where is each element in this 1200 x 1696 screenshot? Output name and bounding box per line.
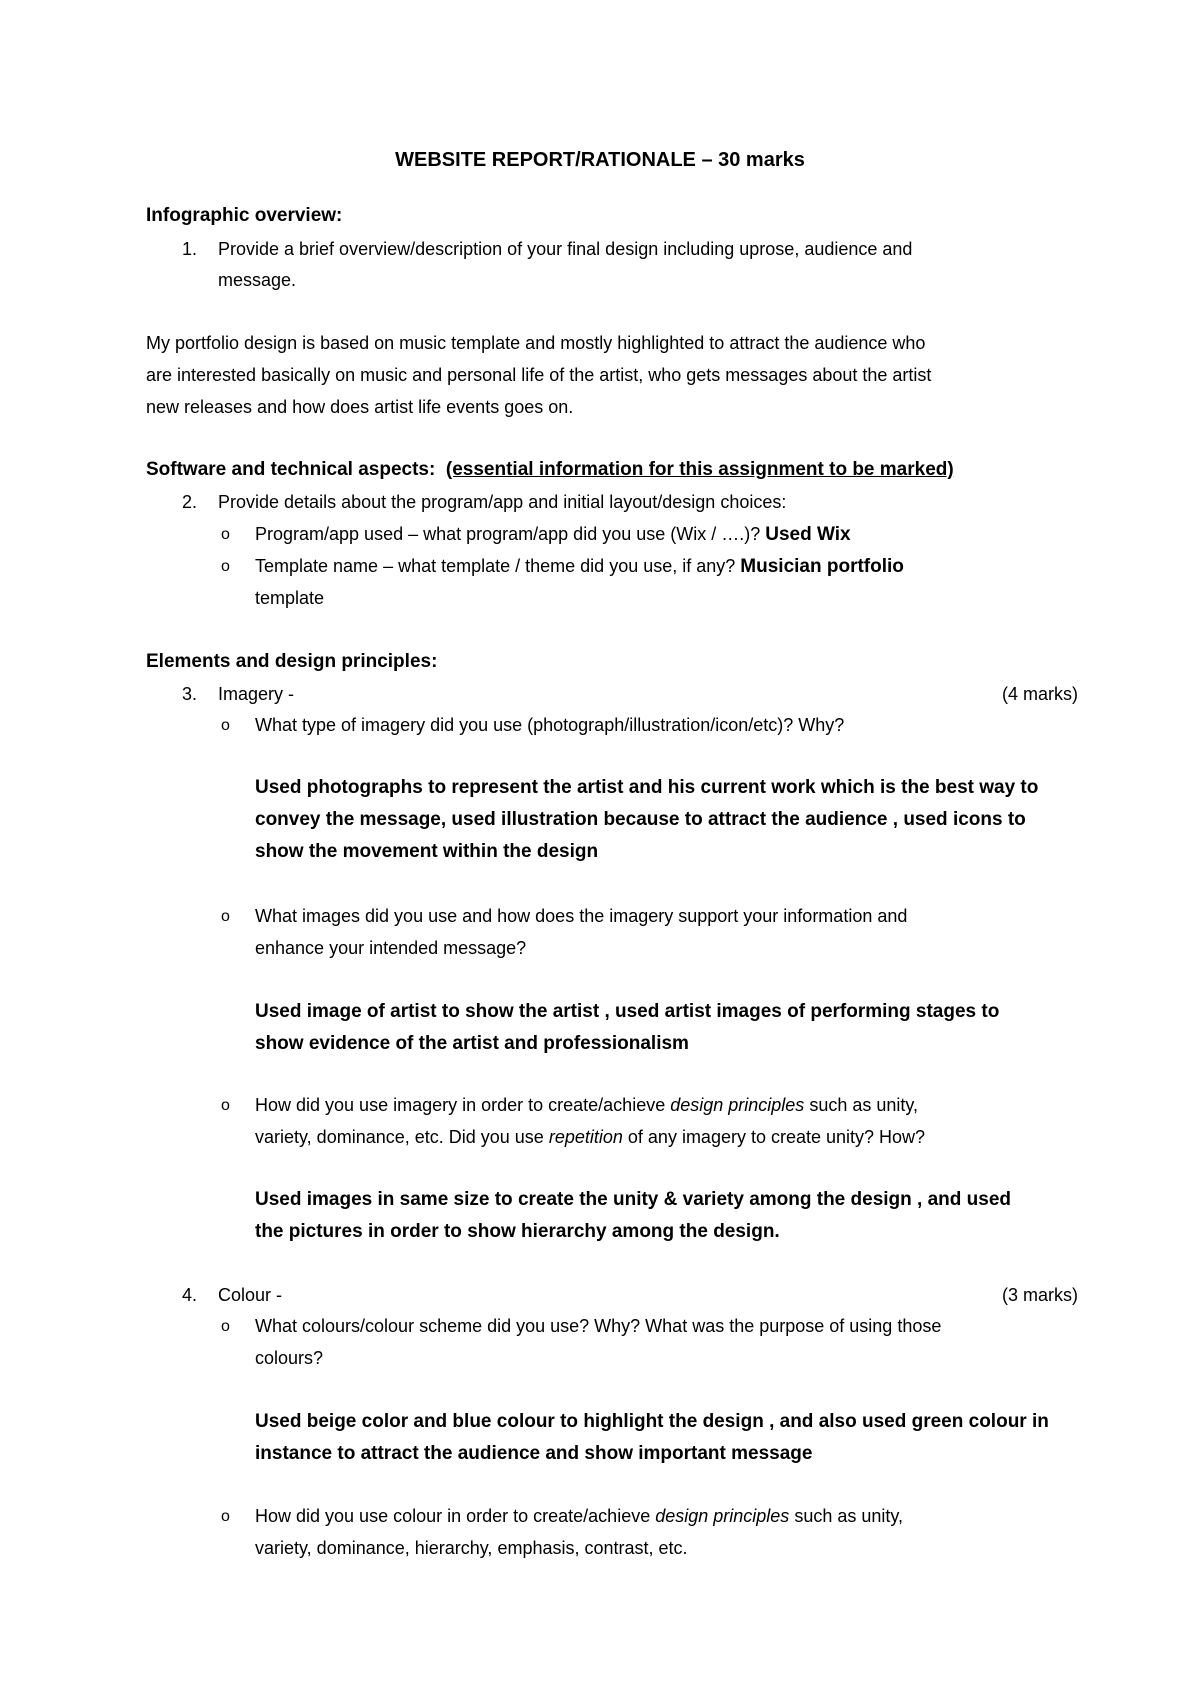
page-title: WEBSITE REPORT/RATIONALE – 30 marks <box>395 149 805 171</box>
q3-label: Imagery - <box>218 684 295 704</box>
q1-answer-line1: My portfolio design is based on music template and mostly highlighted to attract the audience who <box>146 333 926 353</box>
q4a-answer-line2: instance to attract the audience and show important message <box>255 1443 813 1464</box>
template-answer: Musician portfolio <box>740 556 904 577</box>
q3c-line2-italic: repetition <box>548 1127 623 1147</box>
program-question-text: Program/app used – what program/app did you use (Wix / ….)? <box>255 524 761 544</box>
q4a-line2: colours? <box>255 1348 324 1368</box>
infographic-heading: Infographic overview: <box>146 205 343 226</box>
elements-heading: Elements and design principles: <box>146 651 438 672</box>
q1-answer-line2: are interested basically on music and personal life of the artist, who gets messages about the artist <box>146 365 932 385</box>
q3c-line2 <box>255 1128 925 1146</box>
bullet-glyph: o <box>221 717 230 734</box>
q3b-line1: What images did you use and how does the imagery support your information and <box>255 906 908 926</box>
q3b-answer-line1: Used image of artist to show the artist , used artist images of performing stages to <box>255 1001 1000 1022</box>
template-question <box>255 557 904 576</box>
program-answer: Used Wix <box>765 524 851 545</box>
q4-number: 4. <box>182 1285 198 1305</box>
q4b-line1 <box>255 1507 903 1525</box>
q3c-line1-b: such as unity, <box>809 1095 919 1115</box>
q4a-line1: What colours/colour scheme did you use? Why? What was the purpose of using those <box>255 1316 942 1336</box>
q2-text: Provide details about the program/app and initial layout/design choices: <box>218 492 787 512</box>
q1-text-line2: message. <box>218 270 297 290</box>
bullet-glyph: o <box>221 1508 230 1525</box>
q3a-text: What type of imagery did you use (photograph/illustration/icon/etc)? Why? <box>255 715 845 735</box>
q3a-answer-line3: show the movement within the design <box>255 841 599 862</box>
bullet-glyph: o <box>221 558 230 575</box>
q3c-line1 <box>255 1096 918 1114</box>
q4-label: Colour - <box>218 1285 283 1305</box>
q3a-answer-line2: convey the message, used illustration because to attract the audience , used icons to <box>255 809 1026 830</box>
q3c-line2-b: of any imagery to create unity? How? <box>627 1127 926 1147</box>
software-heading <box>146 460 954 479</box>
q1-text-line1: Provide a brief overview/description of your final design including uprose, audience and <box>218 239 913 259</box>
software-heading-note: (essential information for this assignment to be marked) <box>445 459 954 480</box>
q3a-answer-line1: Used photographs to represent the artist and his current work which is the best way to <box>255 777 1039 798</box>
q1-number: 1. <box>182 239 198 259</box>
q2-number: 2. <box>182 492 198 512</box>
q3b-line2: enhance your intended message? <box>255 938 527 958</box>
q3-number: 3. <box>182 684 198 704</box>
bullet-glyph: o <box>221 526 230 543</box>
q3c-answer-line2: the pictures in order to show hierarchy among the design. <box>255 1221 780 1242</box>
q3c-line2-a: variety, dominance, etc. Did you use <box>255 1127 544 1147</box>
program-question <box>255 525 851 544</box>
q4b-line2: variety, dominance, hierarchy, emphasis, contrast, etc. <box>255 1538 688 1558</box>
software-heading-text: Software and technical aspects: <box>146 459 436 480</box>
q4a-answer-line1: Used beige color and blue colour to highlight the design , and also used green colour in <box>255 1411 1049 1432</box>
q4-marks: (3 marks) <box>1002 1285 1078 1305</box>
q3c-answer-line1: Used images in same size to create the unity & variety among the design , and used <box>255 1189 1012 1210</box>
bullet-glyph: o <box>221 1097 230 1114</box>
q4b-line1-a: How did you use colour in order to create/achieve <box>255 1506 651 1526</box>
q3-marks: (4 marks) <box>1002 684 1078 704</box>
q4b-line1-italic: design principles <box>655 1506 790 1526</box>
bullet-glyph: o <box>221 908 230 925</box>
q1-answer-line3: new releases and how does artist life events goes on. <box>146 397 574 417</box>
template-answer-line2: template <box>255 588 325 608</box>
q4b-line1-b: such as unity, <box>794 1506 904 1526</box>
q3c-line1-a: How did you use imagery in order to create/achieve <box>255 1095 666 1115</box>
template-question-text: Template name – what template / theme did you use, if any? <box>255 556 736 576</box>
q3b-answer-line2: show evidence of the artist and professionalism <box>255 1033 689 1054</box>
q3c-line1-italic: design principles <box>670 1095 805 1115</box>
bullet-glyph: o <box>221 1318 230 1335</box>
